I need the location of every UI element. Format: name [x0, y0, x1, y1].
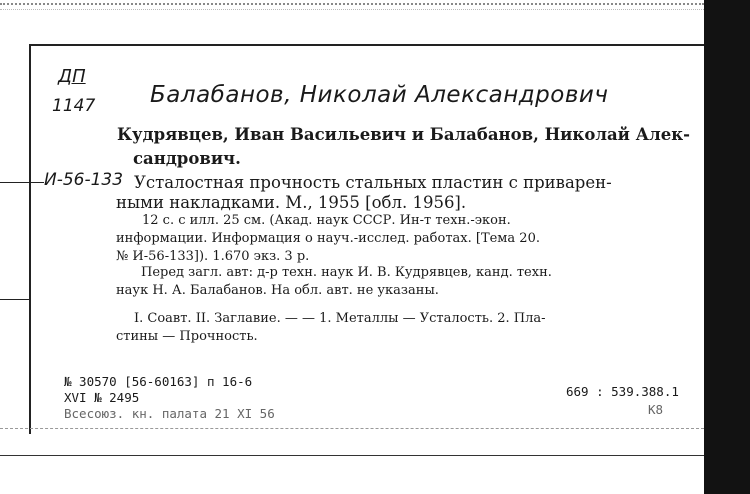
handwritten-register-number: И-56-133 [44, 170, 124, 190]
entry-heading-line2: сандрович. [133, 149, 241, 168]
scanner-edge-strip [704, 0, 750, 494]
top-dotted-border-secondary [0, 9, 704, 10]
entry-title-line1: Усталостная прочность стальных пластин с приварен- [134, 173, 612, 192]
collation-line3: № И-56-133]). 1.670 экз. 3 р. [116, 249, 310, 264]
tracings-line2: стины — Прочность. [116, 329, 258, 344]
handwritten-heading: Балабанов, Николай Александрович [150, 82, 609, 108]
note-line1: Перед загл. авт: д-р техн. наук И. В. Кудрявцев, канд. техн. [141, 265, 552, 280]
entry-title-line2: ными накладками. М., 1955 [обл. 1956]. [116, 193, 467, 212]
footer-book-chamber-line: Всесоюз. кн. палата 21 XI 56 [64, 406, 275, 421]
left-margin-mark-upper [0, 182, 44, 183]
bottom-dashed-border [0, 428, 704, 429]
tracings-line1: I. Соавт. II. Заглавие. — — 1. Металлы — Усталость. 2. Пла- [134, 311, 546, 326]
collation-line1: 12 с. с илл. 25 см. (Акад. наук СССР. Ин-т техн.-экон. [142, 213, 511, 228]
footer-xvi-line: XVI № 2495 [64, 390, 140, 405]
shelfmark-line1: ДП [58, 66, 86, 87]
footer-udc-secondary: К8 [648, 402, 664, 417]
footer-udc: 669 : 539.388.1 [566, 384, 679, 399]
bottom-border-line [0, 455, 704, 456]
collation-line2: информации. Информация о науч.-исслед. работах. [Тема 20. [116, 231, 540, 246]
footer-number-line: № 30570 [56-60163] п 16-6 [64, 374, 253, 389]
top-dotted-border [0, 3, 704, 5]
note-line2: наук Н. А. Балабанов. На обл. авт. не указаны. [116, 283, 439, 298]
entry-heading-line1: Кудрявцев, Иван Васильевич и Балабанов, Николай Алек- [117, 125, 690, 144]
shelfmark-line2: 1147 [52, 96, 96, 116]
left-margin-mark-lower [0, 299, 30, 300]
